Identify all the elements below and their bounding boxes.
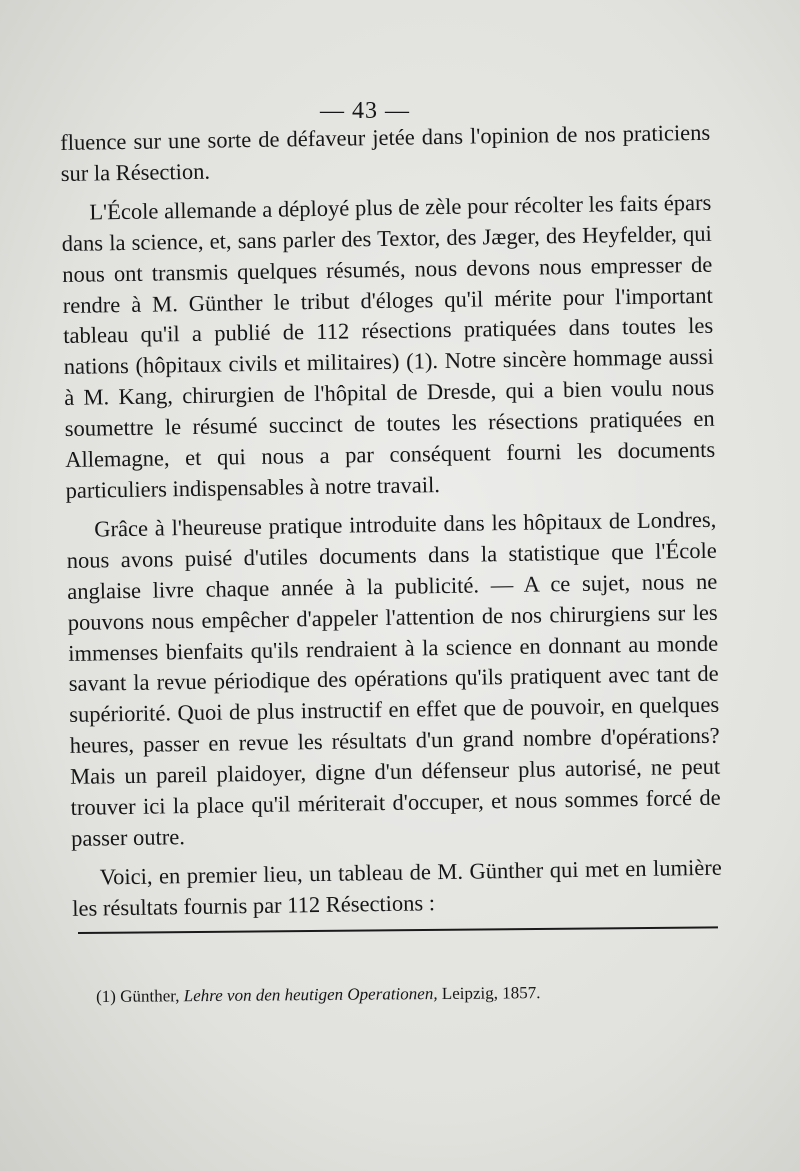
footnote-author: Günther, — [120, 986, 180, 1006]
paragraph-1: fluence sur une sorte de défaveur jetée dans l'opinion de nos praticiens sur la Résection. — [60, 119, 711, 186]
page-number: — 43 — — [320, 98, 410, 124]
paragraph-3: Grâce à l'heureuse pratique introduite dans les hôpitaux de Londres, nous avons puisé d'utiles documents dans la statistique que l'École anglaise livre chaque année à la publicité. — A ce sujet, nous ne pouvons nous empêcher d'appeler l'attention de nos chirurgiens sur les immenses bienfaits qu'ils rendraient à la science en donnant au monde savant la revue périodique des opérations qu'ils pratiquent avec tant de supériorité. Quoi de plus instructif en effet que de pouvoir, en quelques heures, passer en revue les résultats d'un grand nombre d'opérations? Mais un pareil plaidoyer, digne d'un défenseur plus autorisé, ne peut trouver ici la place qu'il mériterait d'occuper, et nous sommes forcé de passer outre. — [66, 506, 721, 851]
footnote-separator — [78, 926, 718, 934]
body-text — [60, 118, 722, 925]
footnote-title: Lehre von den heutigen Operationen, — [183, 984, 438, 1006]
paragraph-4: Voici, en premier lieu, un tableau de M. Günther qui met en lumière les résultats fournis par 112 Résections : — [72, 854, 722, 921]
footnote — [96, 981, 716, 1008]
footnote-marker: (1) — [96, 986, 117, 1006]
footnote-rest: Leipzig, 1857. — [441, 983, 541, 1003]
paragraph-2: L'École allemande a déployé plus de zèle pour récolter les faits épars dans la science, et, sans parler des Textor, des Jæger, des Heyfelder, qui nous ont transmis quelques résumés, nous devons nous empresser de rendre à M. Günther le tribut d'éloges qu'il mérite pour l'important tableau qu'il a publié de 112 résections pratiquées dans toutes les nations (hôpitaux civils et militaires) (1). Notre sincère hommage aussi à M. Kang, chirurgien de l'hôpital de Dresde, qui a bien voulu nous soumettre le résumé succinct de toutes les résections pratiquées en Allemagne, et qui nous a par conséquent fourni les documents particuliers indispensables à notre travail. — [61, 189, 716, 503]
